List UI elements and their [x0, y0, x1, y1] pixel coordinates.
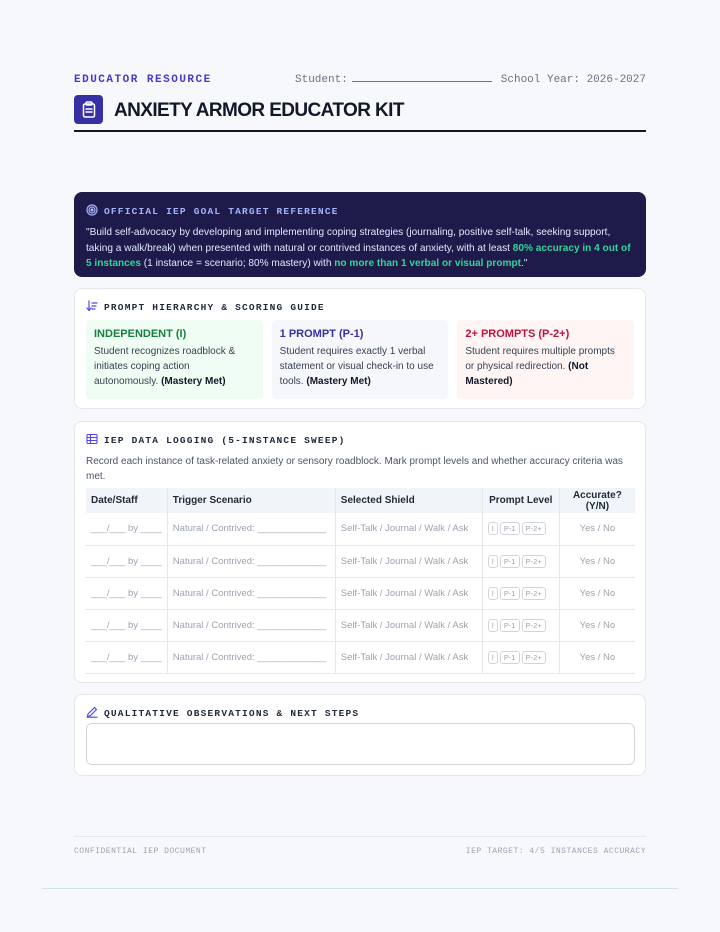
- prompt-level-cell: [482, 641, 559, 673]
- accuracy-cell[interactable]: Yes / No: [559, 545, 635, 577]
- tier-title: 2+ PROMPTS (P-2+): [465, 328, 570, 340]
- trigger-cell[interactable]: Natural / Contrived: _____________: [167, 513, 335, 545]
- accuracy-cell[interactable]: Yes / No: [559, 513, 635, 545]
- trigger-cell[interactable]: Natural / Contrived: _____________: [167, 641, 335, 673]
- date-staff-cell[interactable]: ___/___ by ____: [86, 609, 167, 641]
- column-header: Trigger Scenario: [167, 488, 335, 513]
- goal-heading-row: [86, 204, 634, 219]
- tier-desc-text: Student recognizes roadblock & initiates coping action autonomously.: [94, 346, 236, 387]
- target-icon: [86, 204, 98, 219]
- goal-text-part: .": [521, 258, 528, 269]
- obs-heading-row: [86, 706, 634, 721]
- prompt-option-p1[interactable]: P-1: [500, 555, 520, 568]
- prompt-option-p1[interactable]: P-1: [500, 651, 520, 664]
- table-row: [86, 641, 635, 673]
- tier-title: INDEPENDENT (I): [94, 328, 187, 340]
- table-row: [86, 513, 635, 545]
- prompt-level-cell: [482, 513, 559, 545]
- tier-desc-text: Student requires multiple prompts or physical redirection.: [465, 346, 615, 372]
- title-row: [74, 95, 646, 132]
- tier-one-prompt: [272, 320, 449, 399]
- hierarchy-icon: [86, 300, 98, 315]
- prompt-option-p2[interactable]: P-2+: [522, 587, 546, 600]
- tier-desc-text: Student requires exactly 1 verbal statement or visual check-in to use tools.: [279, 346, 434, 387]
- prompt-heading: PROMPT HIERARCHY & SCORING GUIDE: [104, 302, 325, 313]
- table-row: [86, 577, 635, 609]
- prompt-option-i[interactable]: I: [488, 587, 498, 600]
- tier-title: 1 PROMPT (P-1): [279, 328, 364, 340]
- shield-cell[interactable]: Self-Talk / Journal / Walk / Ask: [335, 609, 482, 641]
- prompt-option-i[interactable]: I: [488, 522, 498, 535]
- data-logging-card: [74, 421, 646, 683]
- prompt-option-p1[interactable]: P-1: [500, 587, 520, 600]
- prompt-option-p2[interactable]: P-2+: [522, 651, 546, 664]
- prompt-option-p1[interactable]: P-1: [500, 619, 520, 632]
- tier-multi-prompt: [457, 320, 634, 399]
- prompt-hierarchy-card: [74, 288, 646, 409]
- date-staff-cell[interactable]: ___/___ by ____: [86, 577, 167, 609]
- goal-highlight-prompt: no more than 1 verbal or visual prompt: [334, 258, 522, 269]
- date-staff-cell[interactable]: ___/___ by ____: [86, 545, 167, 577]
- prompt-option-i[interactable]: I: [488, 651, 498, 664]
- column-header: Selected Shield: [335, 488, 482, 513]
- log-description: Record each instance of task-related anxiety or sensory roadblock. Mark prompt levels and whether accuracy criteria was met.: [86, 456, 623, 482]
- accuracy-cell[interactable]: Yes / No: [559, 577, 635, 609]
- trigger-cell[interactable]: Natural / Contrived: _____________: [167, 609, 335, 641]
- table-row: [86, 545, 635, 577]
- column-header: Accurate? (Y/N): [559, 488, 635, 513]
- footer-right: IEP TARGET: 4/5 INSTANCES ACCURACY: [465, 847, 646, 856]
- accuracy-cell[interactable]: Yes / No: [559, 641, 635, 673]
- column-header: Prompt Level: [482, 488, 559, 513]
- header-meta: [74, 74, 646, 88]
- tier-description: [465, 344, 626, 389]
- tier-independent: [86, 320, 263, 399]
- eyebrow-label: EDUCATOR RESOURCE: [74, 74, 212, 86]
- table-icon: [86, 433, 98, 448]
- observations-textbox[interactable]: [86, 723, 635, 765]
- footer-left: CONFIDENTIAL IEP DOCUMENT: [74, 847, 207, 856]
- prompt-option-p2[interactable]: P-2+: [522, 522, 546, 535]
- shield-cell[interactable]: Self-Talk / Journal / Walk / Ask: [335, 577, 482, 609]
- student-field: [295, 74, 492, 86]
- prompt-option-p1[interactable]: P-1: [500, 522, 520, 535]
- date-staff-cell[interactable]: ___/___ by ____: [86, 513, 167, 545]
- prompt-option-i[interactable]: I: [488, 555, 498, 568]
- student-label: Student:: [295, 74, 348, 86]
- prompt-level-cell: [482, 545, 559, 577]
- school-year: School Year: 2026-2027: [500, 74, 646, 86]
- goal-highlight-accuracy: 80% accuracy in 4 out of 5 instances: [86, 242, 631, 269]
- shield-cell[interactable]: Self-Talk / Journal / Walk / Ask: [335, 545, 482, 577]
- tier-description: [280, 344, 441, 389]
- column-header: Date/Staff: [86, 488, 167, 513]
- goal-text-part: "Build self-advocacy by developing and implementing coping strategies (journaling, positive self-talk, seeking support, taking a walk/break) when presented with natural or contrived instances of anxiety, with at least: [86, 227, 611, 254]
- trigger-cell[interactable]: Natural / Contrived: _____________: [167, 545, 335, 577]
- goal-text-part: (1 instance = scenario; 80% mastery) with: [140, 258, 335, 269]
- goal-heading: OFFICIAL IEP GOAL TARGET REFERENCE: [104, 206, 339, 217]
- date-staff-cell[interactable]: ___/___ by ____: [86, 641, 167, 673]
- prompt-level-cell: [482, 609, 559, 641]
- clipboard-icon: [74, 95, 103, 124]
- prompt-option-p2[interactable]: P-2+: [522, 619, 546, 632]
- obs-heading: QUALITATIVE OBSERVATIONS & NEXT STEPS: [104, 708, 360, 719]
- bottom-divider: [42, 888, 678, 889]
- prompt-option-i[interactable]: I: [488, 619, 498, 632]
- pencil-icon: [86, 706, 98, 721]
- accuracy-cell[interactable]: Yes / No: [559, 609, 635, 641]
- prompt-tiers: [86, 320, 634, 399]
- table-header-row: [86, 488, 635, 513]
- table-row: [86, 609, 635, 641]
- goal-text: [86, 225, 634, 272]
- tier-description: [94, 344, 255, 389]
- prompt-heading-row: [86, 300, 634, 315]
- student-blank-line[interactable]: [352, 74, 492, 82]
- log-heading-row: [86, 433, 634, 448]
- trigger-cell[interactable]: Natural / Contrived: _____________: [167, 577, 335, 609]
- tier-result: (Mastery Met): [306, 376, 371, 387]
- shield-cell[interactable]: Self-Talk / Journal / Walk / Ask: [335, 513, 482, 545]
- prompt-option-p2[interactable]: P-2+: [522, 555, 546, 568]
- page-title: ANXIETY ARMOR EDUCATOR KIT: [114, 100, 404, 121]
- data-log-table: [86, 488, 635, 674]
- shield-cell[interactable]: Self-Talk / Journal / Walk / Ask: [335, 641, 482, 673]
- tier-result: (Not Mastered): [465, 361, 589, 387]
- footer: [74, 836, 646, 856]
- tier-result: (Mastery Met): [161, 376, 226, 387]
- log-heading: IEP DATA LOGGING (5-INSTANCE SWEEP): [104, 435, 346, 446]
- observations-card: [74, 694, 646, 776]
- prompt-level-cell: [482, 577, 559, 609]
- iep-goal-card: [74, 192, 646, 277]
